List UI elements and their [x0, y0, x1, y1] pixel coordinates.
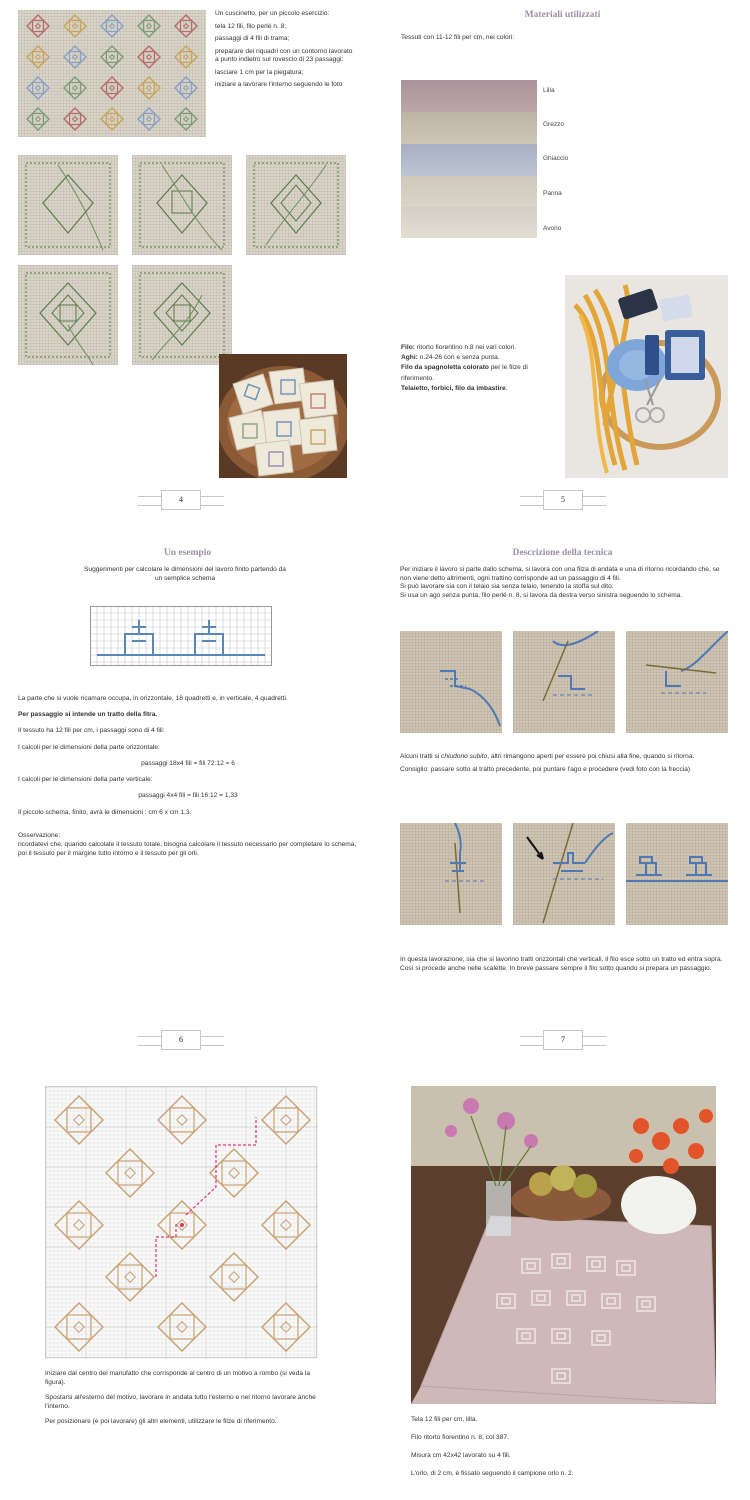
page-8 [0, 1080, 375, 1500]
cushion-motif [175, 108, 197, 130]
page6-para: Il tessuto ha 12 fili per cm, i passaggi sono di 4 fili: [18, 727, 165, 735]
page6-para: I calcoli per le dimensioni della parte verticale: [18, 776, 153, 784]
page7-title: Descrizione della tecnica [512, 548, 613, 558]
cushion-motif [138, 108, 160, 130]
page7-intro-2: Si può lavorare sia con il telaio sia senza telaio, tenendo la stoffa sul dito. [400, 583, 614, 591]
page6-title: Un esempio [163, 548, 212, 558]
technique-photo-1 [400, 631, 502, 733]
page6-note-title: Osservazione: [18, 831, 61, 839]
cushion-motif [138, 15, 160, 37]
step-photo-3 [246, 155, 346, 255]
page-number-5 [520, 490, 606, 512]
page4-intro [215, 10, 355, 94]
page-6 [0, 540, 375, 1080]
page-number-label: 5 [543, 490, 583, 510]
swatch-label-avorio: Avorio [543, 225, 562, 232]
page9-spec: Misura cm 42x42 lavorato su 4 fili. [411, 1451, 511, 1459]
cushion-motif [64, 77, 86, 99]
cushion-motif [138, 46, 160, 68]
page-number-7 [520, 1030, 606, 1052]
technique-photo-arrow [513, 823, 615, 925]
page4-intro-line: lasciare 1 cm per la piegatura; [215, 68, 304, 76]
technique-photo-3 [626, 631, 728, 733]
page7-middle-text: Alcuni tratti si chiudono subito, altri rimangono aperti per essere poi chiusi alla fine, quando si ritorna. [400, 753, 695, 760]
page8-para: Spostarsi all'esterno del motivo, lavorare in andata tutto l'esterno e nel ritorno lavorare anche l'interno. [45, 1394, 316, 1410]
page-number-label: 4 [161, 490, 201, 510]
swatch-lilla [401, 80, 537, 112]
page6-para: I calcoli per le dimensioni della parte orizzontale: [18, 743, 160, 751]
tablecloth-photo [411, 1086, 716, 1404]
step-photo-4 [18, 265, 118, 365]
page9-spec: Filo ritorto fiorentino n. 8, col 387. [411, 1433, 509, 1441]
page4-intro-line: iniziare a lavorare l'interno seguendo le foto [215, 81, 343, 89]
cushion-motif [101, 15, 123, 37]
cushion-motif [101, 108, 123, 130]
page7-intro [400, 566, 730, 600]
step-photo-1 [18, 155, 118, 255]
swatch-label-lilla: Lilla [543, 87, 555, 94]
page8-para: Per posizionare (e poi lavorare) gli altri elementi, utilizzare le filze di riferimento. [45, 1418, 277, 1426]
page9-specs [411, 1416, 711, 1483]
center-marker [180, 1223, 184, 1227]
cushion-motif [64, 15, 86, 37]
material-tools: Telaietto, forbici, filo da imbastire. [401, 384, 508, 392]
page-5 [375, 0, 750, 540]
page8-para: Iniziare dal centro del manufatto che corrisponde al centro di un motivo a rombo (si veda la figura). [45, 1370, 310, 1386]
page6-calc: passaggi 4x4 fili = fili 16:12 = 1,33 [138, 792, 238, 800]
materials-list [401, 343, 561, 394]
pillows-basket-photo [219, 354, 347, 478]
page7-intro-1: Per iniziare il lavoro si parte dallo schema, si lavora con una filza di andata e una di ritorno ricordando che, se non viene detto altrimenti, ogni trattino corrisponde ad un passaggio di 4 fili. [400, 566, 720, 582]
cushion-motif [175, 15, 197, 37]
page7-middle [400, 753, 730, 778]
technique-photo-5 [626, 823, 728, 925]
material-needles: Aghi: n.24-26 con e senza punta. [401, 354, 500, 362]
step-photo-5 [132, 265, 232, 365]
page9-spec: Tela 12 fili per cm, lilla. [411, 1416, 478, 1423]
page6-para: La parte che si vuole ricamare occupa, in orizzontale, 18 quadretti e, in verticale, 4 quadretti. [18, 695, 288, 702]
materials-photo [565, 275, 728, 478]
swatch-label-ghiaccio: Ghiaccio [543, 155, 569, 162]
page5-intro: Tessuti con 11-12 fili per cm, nei colori: [401, 34, 515, 41]
page-number-label: 6 [161, 1030, 201, 1050]
arrow-icon [527, 837, 543, 859]
page6-para: Il piccolo schema, finito, avrà le dimensioni : cm 6 x cm 1,3. [18, 808, 192, 816]
cushion-photo [18, 10, 206, 137]
page-7 [375, 540, 750, 1080]
technique-photo-4 [400, 823, 502, 925]
page5-title: Materiali utilizzati [524, 10, 601, 20]
page6-body [18, 694, 358, 858]
cushion-motif [101, 77, 123, 99]
cushion-motif [27, 77, 49, 99]
cushion-motif [27, 46, 49, 68]
technique-photo-2 [513, 631, 615, 733]
page6-note: ricordatevi che, quando calcolate il tessuto totale, bisogna calcolare il tessuto necessario per completare lo schema, poi il tessuto per il margine tutto intorno e il tessuto per gli orli. [18, 840, 357, 858]
page9-spec: L'orlo, di 2 cm, è fissato seguendo il campione orlo n. 2. [411, 1469, 574, 1477]
page-number-label: 7 [543, 1030, 583, 1050]
small-schema-grid [90, 606, 272, 666]
cushion-motif [101, 46, 123, 68]
step-photo-2 [132, 155, 232, 255]
cushion-motif [138, 77, 160, 99]
swatch-panna [401, 176, 537, 207]
cushion-motif [175, 46, 197, 68]
swatch-label-panna: Panna [543, 190, 562, 197]
page7-closing: In questa lavorazione, sia che si lavorino tratti orizzontali che verticali, il filo esce sotto un tratto ed entra sopra. Così si procede anche nelle scalette. In breve passare sempre il filo sotto quando si prepara un passaggio. [400, 956, 723, 972]
page4-intro-line: tela 12 fili, filo perlé n. 8; [215, 22, 287, 30]
cushion-motif [64, 108, 86, 130]
swatch-avorio [401, 207, 537, 238]
material-thread: Filo: ritorto fiorentino n.8 nei vari colori. [401, 344, 517, 351]
swatch-label-grezzo: Grezzo [543, 121, 564, 128]
page-number-4 [138, 490, 224, 512]
page4-intro-line: passaggi di 4 fili di trama; [215, 35, 290, 43]
pattern-chart-svg [46, 1087, 318, 1359]
cushion-motif [27, 15, 49, 37]
page7-intro-3: Si usa un ago senza punta, filo perlé n. 8, si lavora da destra verso sinistra seguendo lo schema. [400, 591, 683, 599]
swatch-ghiaccio [401, 144, 537, 176]
page7-tip: Consiglio: passare sotto al tratto precedente, poi puntare l'ago e procedere (vedi foto con la freccia) [400, 765, 691, 773]
page6-subtitle: Suggerimenti per calcolare le dimensioni del lavoro finito partendo da un semplice schema [84, 566, 286, 582]
page4-intro-line: Un cuscinetto, per un piccolo esercizio: [215, 10, 330, 17]
swatch-grezzo [401, 112, 537, 144]
small-schema-svg [90, 606, 272, 666]
fabric-swatches-photo [401, 80, 537, 238]
cushion-motif [64, 46, 86, 68]
page4-intro-line: preparare dei riquadri con un contorno lavorato a punto indietro sul rovescio di 23 passaggi; [215, 47, 353, 64]
page-9 [375, 1080, 750, 1500]
cushion-motif [27, 108, 49, 130]
cushion-motif [175, 77, 197, 99]
page6-calc: passaggi 18x4 fili = fili 72:12 = 6 [141, 759, 235, 767]
page8-body [45, 1370, 325, 1431]
page-4 [0, 0, 375, 540]
page-number-6 [138, 1030, 224, 1052]
pattern-chart [45, 1086, 317, 1358]
material-spool-thread: Filo da spagnoletta colorato per le filze di riferimento. [401, 364, 528, 382]
page6-para: Per passaggio si intende un tratto della fitra. [18, 711, 158, 719]
cushion-embroidery-graphic [18, 10, 206, 137]
